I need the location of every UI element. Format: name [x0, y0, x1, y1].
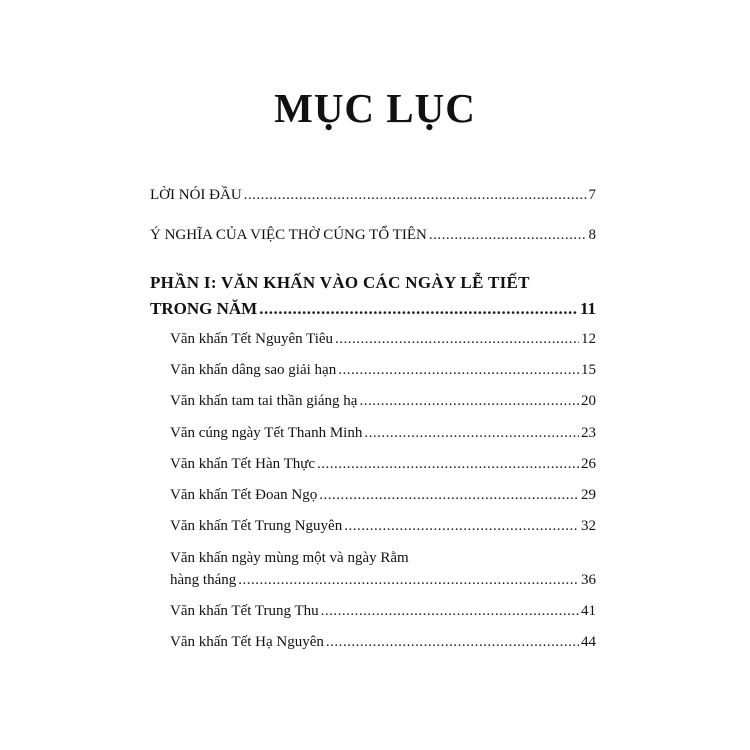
- toc-page-number: 15: [581, 362, 596, 378]
- dot-leader: [359, 393, 579, 410]
- dot-leader: [429, 227, 587, 244]
- toc-page-number: 32: [581, 518, 596, 534]
- toc-page-number: 41: [581, 603, 596, 619]
- toc-entry-meaning: [150, 227, 596, 244]
- toc-subentry: [170, 487, 596, 504]
- toc-subentry: [170, 425, 596, 442]
- toc-subentry: [170, 393, 596, 410]
- toc-subentry-label-line1: Văn khấn ngày mùng một và ngày Rằm: [170, 550, 409, 566]
- dot-leader: [238, 572, 579, 589]
- toc-entry-label: Văn khấn tam tai thần giáng hạ: [170, 393, 358, 409]
- toc-entry-label: Văn khấn Tết Đoan Ngọ: [170, 487, 318, 503]
- toc-subentry: [170, 456, 596, 473]
- dot-leader: [319, 487, 579, 504]
- dot-leader: [335, 331, 579, 348]
- toc-entry-label: Văn cúng ngày Tết Thanh Minh: [170, 425, 363, 441]
- page-title: MỤC LỤC: [274, 85, 476, 131]
- part-title-continued: TRONG NĂM: [150, 299, 258, 318]
- toc-entry-label: Văn khấn Tết Trung Nguyên: [170, 518, 343, 534]
- toc-page-number: 44: [581, 634, 596, 650]
- toc-subentry: [170, 331, 596, 348]
- toc-page-number: 26: [581, 456, 596, 472]
- toc-subentry: [170, 603, 596, 620]
- dot-leader: [244, 187, 587, 204]
- part-title: PHẦN I: VĂN KHẤN VÀO CÁC NGÀY LỄ TIẾT: [150, 273, 530, 292]
- toc-page-number: 8: [588, 227, 596, 243]
- toc-entry-part1: [150, 299, 596, 319]
- dot-leader: [338, 362, 579, 379]
- toc-page-number: 7: [588, 187, 596, 203]
- dot-leader: [321, 603, 579, 620]
- toc-page-number: 23: [581, 425, 596, 441]
- toc-entry-label: Văn khấn Tết Hàn Thực: [170, 456, 316, 472]
- toc-subentry: [170, 518, 596, 535]
- toc-page-number: 20: [581, 393, 596, 409]
- dot-leader: [317, 456, 579, 473]
- dot-leader: [364, 425, 579, 442]
- toc-page-number: 36: [581, 572, 596, 588]
- toc-subentry: [170, 634, 596, 651]
- toc-entry-label: Văn khấn Tết Nguyên Tiêu: [170, 331, 334, 347]
- toc-page-number: 29: [581, 487, 596, 503]
- toc-entry-label: Văn khấn Tết Hạ Nguyên: [170, 634, 324, 650]
- toc-page-number: 12: [581, 331, 596, 347]
- dot-leader: [326, 634, 579, 651]
- toc-page-number: 11: [579, 299, 596, 318]
- toc-entry-label: LỜI NÓI ĐẦU: [150, 187, 242, 203]
- toc-subentry: [170, 572, 596, 589]
- dot-leader: [344, 518, 579, 535]
- toc-entry-preface: [150, 187, 596, 204]
- toc-subentry: [170, 362, 596, 379]
- toc-entry-label: Văn khấn dâng sao giải hạn: [170, 362, 337, 378]
- toc-entry-label: hàng tháng: [170, 572, 237, 588]
- toc-entry-label: Ý NGHĨA CỦA VIỆC THỜ CÚNG TỔ TIÊN: [150, 227, 427, 243]
- dot-leader: [259, 299, 578, 319]
- toc-entry-label: Văn khấn Tết Trung Thu: [170, 603, 319, 619]
